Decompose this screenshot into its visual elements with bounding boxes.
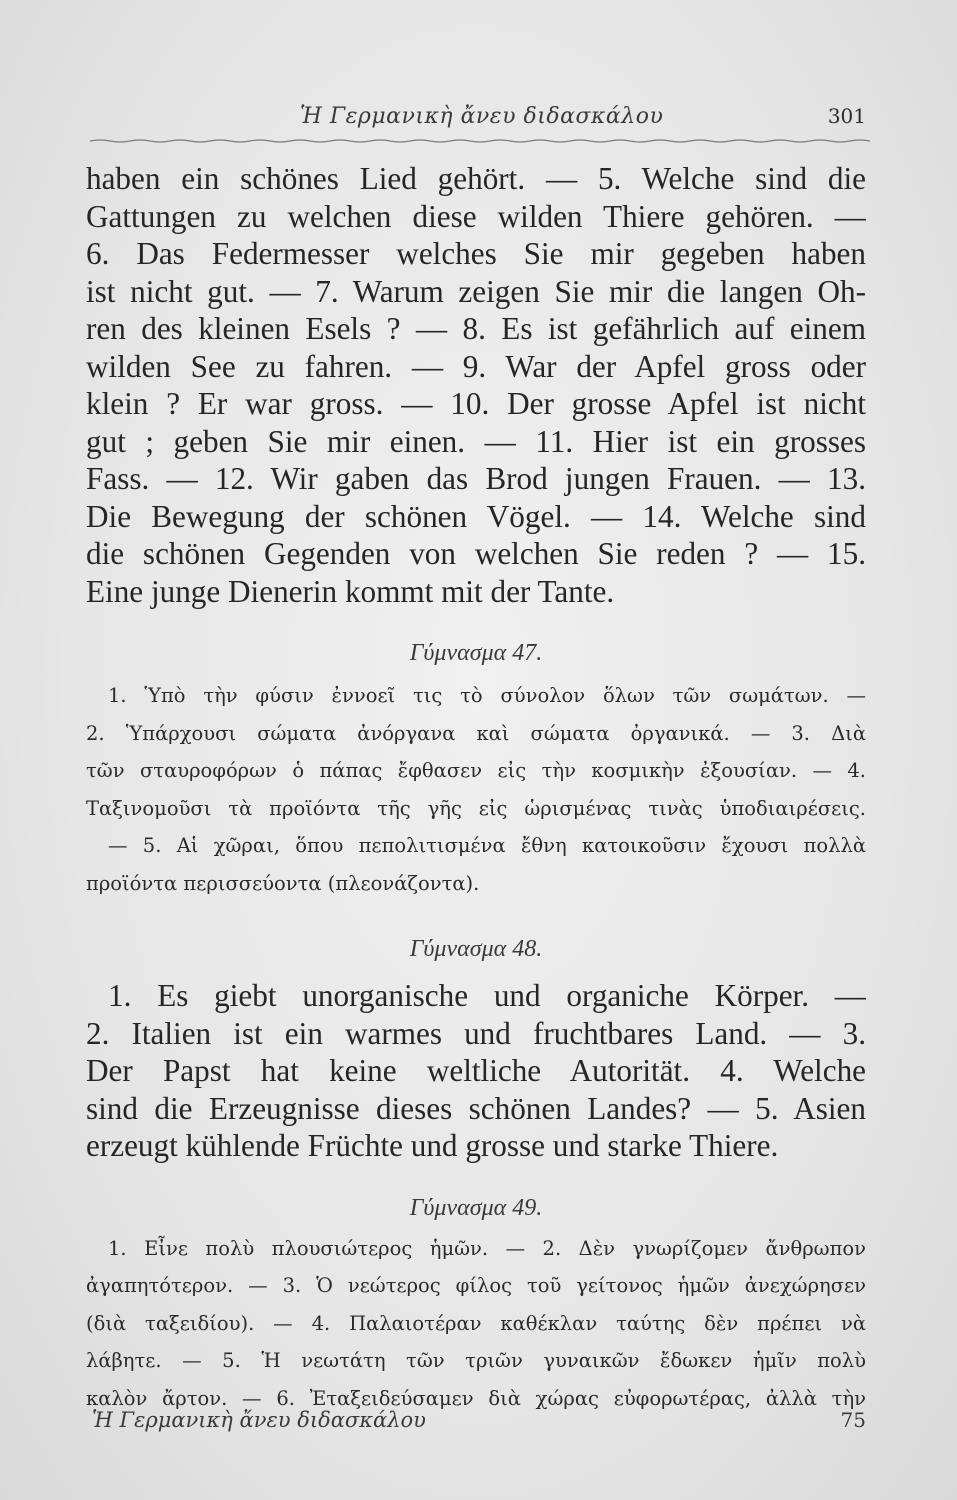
text-line: 2. Italien ist ein warmes und fruchtbares Land. — 3. (86, 1015, 866, 1051)
text-line: Eine junge Dienerin kommt mit der Tante. (86, 573, 615, 609)
exercise-49-text (86, 1230, 866, 1418)
page-footer (92, 1408, 868, 1448)
text-line: gut ; geben Sie mir einen. — 11. Hier ist ein grosses (86, 423, 866, 459)
page-header (90, 100, 870, 144)
text-line: Fass. — 12. Wir gaben das Brod jungen Frauen. — 13. (86, 461, 866, 496)
exercise-48-text (86, 977, 866, 1165)
text-line: λάβητε. — 5. Ἡ νεωτάτη τῶν τριῶν γυναικῶν ἔδωκεν ἡμῖν πολὺ (86, 1349, 866, 1372)
text-line: Die Bewegung der schönen Vögel. — 14. Welche sind (86, 498, 866, 534)
text-line: die schönen Gegenden von welchen Sie reden ? — 15. (86, 536, 866, 571)
header-rule (90, 138, 870, 144)
page-body (86, 160, 866, 1417)
text-line: wilden See zu fahren. — 9. War der Apfel gross oder (86, 348, 866, 384)
signature-number: 75 (840, 1408, 866, 1432)
text-line: 1. Ὑπὸ τὴν φύσιν ἐννοεῖ τις τὸ σύνολον ὅλων τῶν σωμάτων. — (108, 684, 866, 707)
text-line: klein ? Er war gross. — 10. Der grosse Apfel ist nicht (86, 386, 866, 421)
running-title: Ἡ Γερμανικὴ ἄνευ διδασκάλου (300, 104, 664, 129)
text-line: ren des kleinen Esels ? — 8. Es ist gefährlich auf einem (86, 311, 866, 346)
text-line: 2. Ὑπάρχουσι σώματα ἀνόργανα καὶ σώματα ὀργανικά. — 3. Διὰ (86, 721, 866, 745)
text-line: Ταξινομοῦσι τὰ προϊόντα τῆς γῆς εἰς ὡρισμένας τινὰς ὑποδιαιρέσεις. (86, 796, 866, 820)
text-line: προϊόντα περισσεύοντα (πλεονάζοντα). (86, 871, 480, 895)
exercise-47-text (86, 677, 866, 902)
text-line: 1. Es giebt unorganische und organiche Körper. — (108, 978, 866, 1013)
exercise-48-title: Γύμνασμα 48. (409, 936, 543, 962)
text-line: erzeugt kühlende Früchte und grosse und starke Thiere. (86, 1128, 779, 1163)
exercise-47-title: Γύμνασμα 47. (409, 640, 543, 666)
text-line: ἀγαπητότερον. — 3. Ὁ νεώτερος φίλος τοῦ γείτονος ἡμῶν ἀνεχώρησεν (86, 1274, 866, 1297)
text-line: — 5. Αἱ χῶραι, ὅπου πεπολιτισμένα ἔθνη κατοικοῦσιν ἔχουσι πολλὰ (108, 834, 866, 857)
text-line: haben ein schönes Lied gehört. — 5. Welche sind die (86, 161, 866, 196)
text-line: ist nicht gut. — 7. Warum zeigen Sie mir die langen Oh- (86, 273, 866, 309)
text-line: sind die Erzeugnisse dieses schönen Landes? — 5. Asien (86, 1090, 866, 1126)
text-line: Gattungen zu welchen diese wilden Thiere gehören. — (86, 198, 866, 234)
page-number: 301 (827, 104, 866, 128)
german-paragraph-1 (86, 160, 866, 610)
exercise-49-title: Γύμνασμα 49. (409, 1194, 543, 1221)
text-line: (διὰ ταξειδίου). — 4. Παλαιοτέραν καθέκλαν ταύτης δὲν πρέπει νὰ (86, 1311, 866, 1335)
text-line: τῶν σταυροφόρων ὁ πάπας ἔφθασεν εἰς τὴν κοσμικὴν ἐξουσίαν. — 4. (86, 759, 866, 782)
text-line: Der Papst hat keine weltliche Autorität. 4. Welche (86, 1053, 866, 1088)
signature-title: Ἡ Γερμανικὴ ἄνευ διδασκάλου (92, 1408, 426, 1432)
text-line: καλὸν ἄρτον. — 6. Ἐταξειδεύσαμεν διὰ χώρας εὐφορωτέρας, ἀλλὰ τὴν (86, 1386, 866, 1410)
text-line: 1. Εἶνε πολὺ πλουσιώτερος ἡμῶν. — 2. Δὲν γνωρίζομεν ἄνθρωπον (108, 1236, 866, 1260)
text-line: 6. Das Federmesser welches Sie mir gegeben haben (86, 236, 866, 271)
